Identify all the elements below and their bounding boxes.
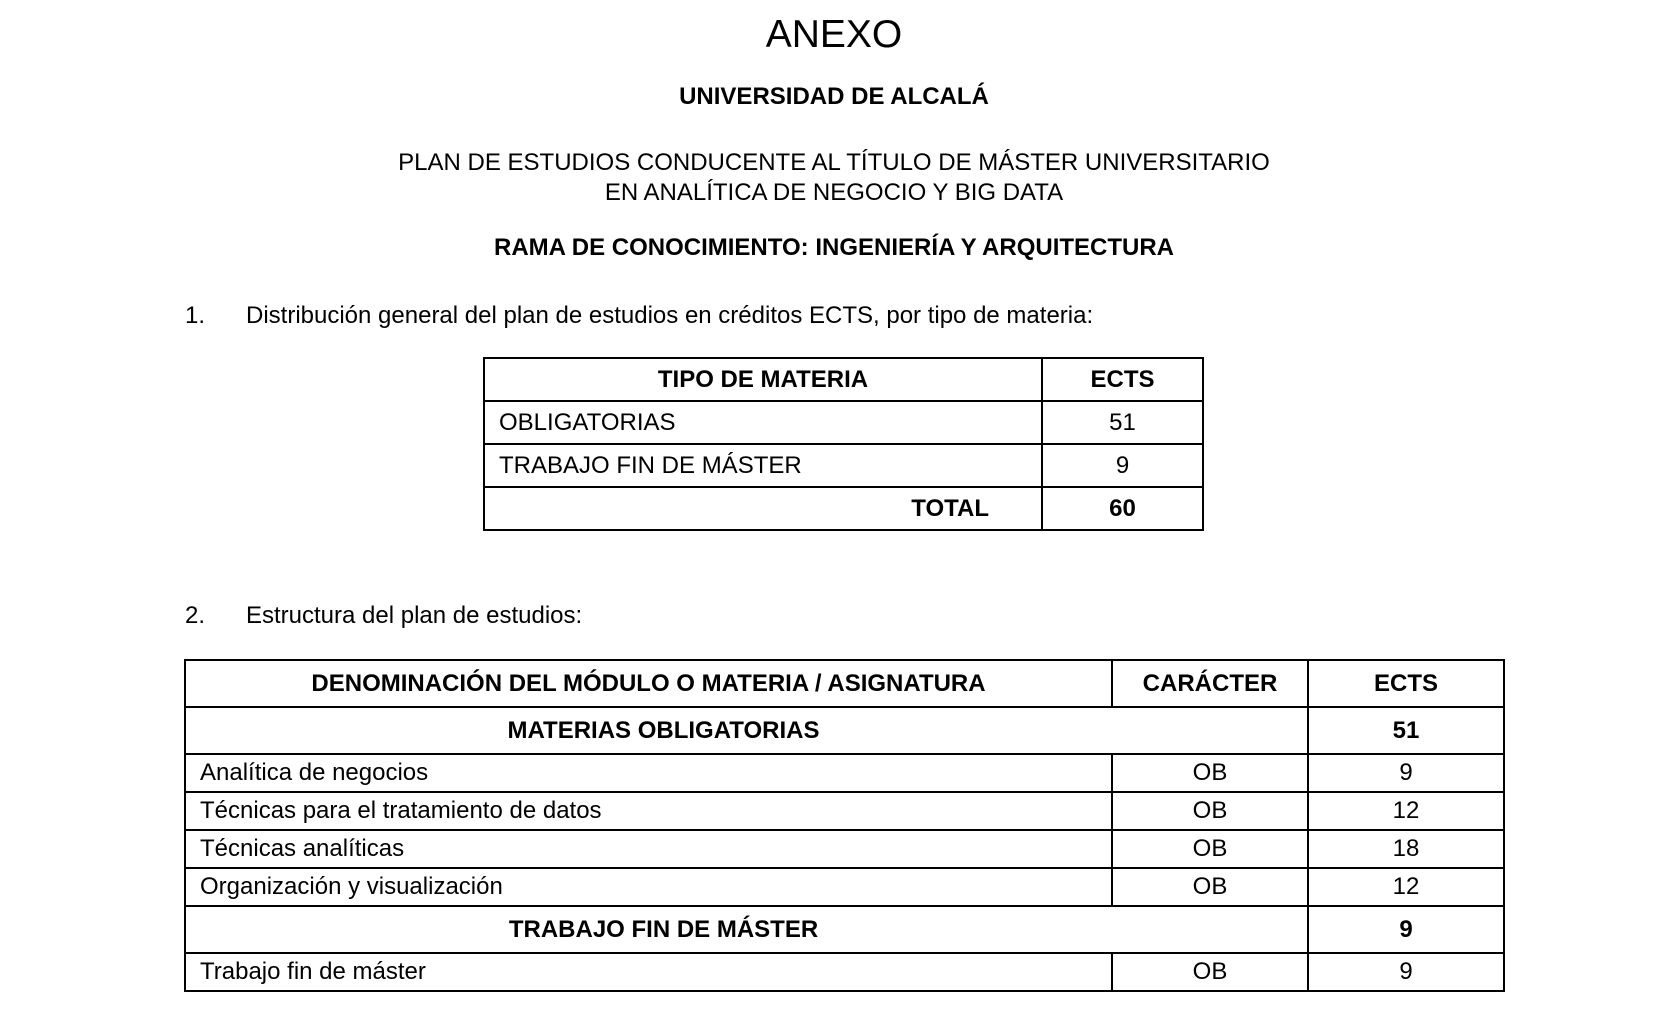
total-value: 60 [1042,487,1203,530]
ects-cell: 51 [1042,401,1203,444]
subject-name-cell: Técnicas analíticas [185,830,1112,868]
section-1-heading [185,301,1093,331]
group-row-obligatorias [185,707,1504,754]
subject-name-cell: Organización y visualización [185,868,1112,906]
subject-type-cell: TRABAJO FIN DE MÁSTER [484,444,1042,487]
character-cell: OB [1112,792,1308,830]
subject-name-cell: Analítica de negocios [185,754,1112,792]
table-row [484,444,1203,487]
ects-cell: 12 [1308,792,1504,830]
table-row [185,830,1504,868]
plan-title-line-1: PLAN DE ESTUDIOS CONDUCENTE AL TÍTULO DE MÁSTER UNIVERSITARIO [398,149,1270,176]
university-name: UNIVERSIDAD DE ALCALÁ [679,83,989,110]
ects-cell: 9 [1042,444,1203,487]
ects-distribution-table [483,357,1204,531]
ects-cell: 9 [1308,754,1504,792]
study-plan-structure-table [184,659,1505,992]
section-2-text: Estructura del plan de estudios: [246,602,583,629]
group-label: MATERIAS OBLIGATORIAS [185,707,1308,754]
section-2-heading [185,601,582,631]
table-row [185,754,1504,792]
plan-title-line-2: EN ANALÍTICA DE NEGOCIO Y BIG DATA [604,179,1064,206]
character-cell: OB [1112,754,1308,792]
subject-type-cell: OBLIGATORIAS [484,401,1042,444]
character-cell: OB [1112,953,1308,991]
section-1-text: Distribución general del plan de estudios en créditos ECTS, por tipo de materia: [246,302,1094,329]
total-label: TOTAL [484,487,1042,530]
column-header-character: CARÁCTER [1112,660,1308,707]
column-header-name: DENOMINACIÓN DEL MÓDULO O MATERIA / ASIGNATURA [185,660,1112,707]
total-row [484,487,1203,530]
table-row [484,401,1203,444]
group-ects: 51 [1308,707,1504,754]
table-header-row [484,358,1203,401]
table-row [185,953,1504,991]
subject-name-cell: Trabajo fin de máster [185,953,1112,991]
column-header-ects: ECTS [1042,358,1203,401]
group-row-tfm [185,906,1504,953]
plan-title [0,148,1668,208]
column-header-ects: ECTS [1308,660,1504,707]
character-cell: OB [1112,830,1308,868]
ects-cell: 18 [1308,830,1504,868]
annex-title: ANEXO [765,13,903,56]
group-ects: 9 [1308,906,1504,953]
group-label: TRABAJO FIN DE MÁSTER [185,906,1308,953]
column-header-type: TIPO DE MATERIA [484,358,1042,401]
ects-cell: 9 [1308,953,1504,991]
subject-name-cell: Técnicas para el tratamiento de datos [185,792,1112,830]
table-header-row [185,660,1504,707]
table-row [185,868,1504,906]
character-cell: OB [1112,868,1308,906]
section-1-number: 1. [185,302,206,329]
section-2-number: 2. [185,602,206,629]
ects-cell: 12 [1308,868,1504,906]
table-row [185,792,1504,830]
knowledge-branch: RAMA DE CONOCIMIENTO: INGENIERÍA Y ARQUITECTURA [493,234,1175,261]
